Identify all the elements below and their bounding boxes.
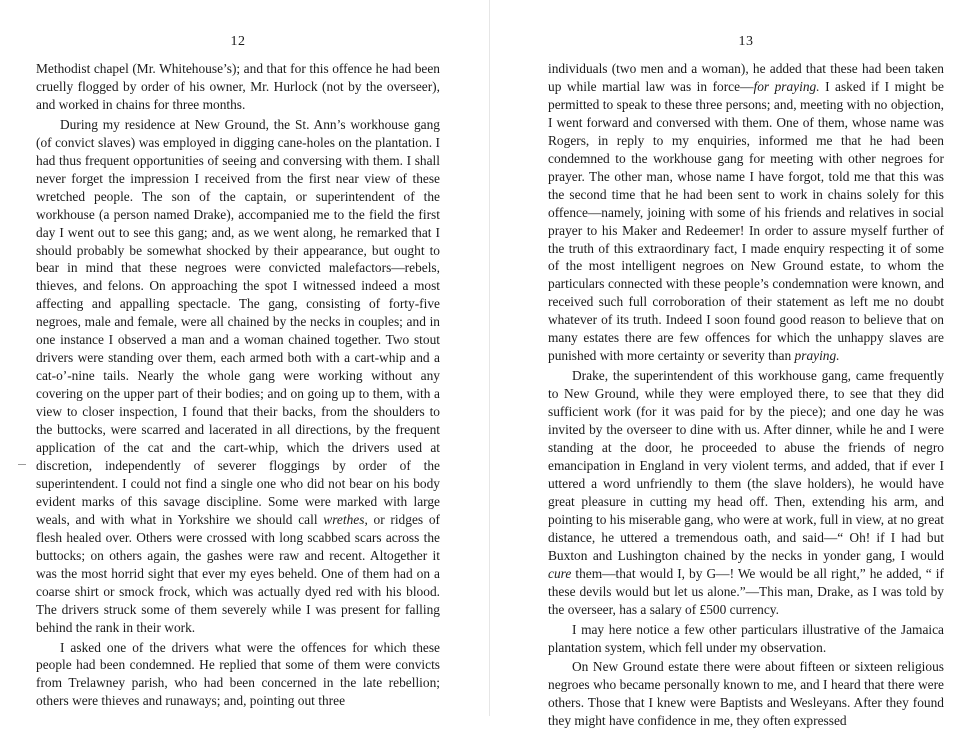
page-number-left: 12	[230, 34, 246, 49]
right-page	[490, 0, 980, 729]
right-page-text	[548, 60, 944, 730]
paragraph: I may here notice a few other particulars illustrative of the Jamaica plantation system, which fell under my observation.	[548, 621, 944, 655]
paragraph: individuals (two men and a woman), he added that these had been taken up while martial law was in force—for praying. I asked if I might be permitted to speak to these three persons; and, meeting with no objection, I went forward and conversed with them. One of them, whose name was Rogers, in reply to my enquiries, informed me that he had been condemned to the workhouse gang for meeting with other negroes for prayer. The other man, whose name I have forgot, told me that this was the second time that he had been sent to work in chains solely for this offence—namely, joining with some of his friends and relatives in social prayer to his Maker and Redeemer! In order to assure myself further of the truth of this extraordinary fact, I made enquiry respecting it of some of the most intelligent negroes on New Ground estate, to whom the particulars connected with these people’s condemnation were known, and received such full corroboration of their statement as left me no doubt whatever of its truth. Indeed I soon found good reason to believe that on many estates there are few offences for which the unhappy slaves are punished with more certainty or severity than praying.	[548, 61, 944, 364]
paragraph: Drake, the superintendent of this workhouse gang, came frequently to New Ground, while they were employed there, to see that they did sufficient work (for it was paid for by the piece); and one day he was invited by the overseer to dine with us. After dinner, while he and I were standing at the door, he proceeded to abuse the friends of negro emancipation in England in very violent terms, and added, that if ever I uttered a word unfriendly to them (the slave holders), he would have great pleasure in cutting my head off. Then, extending his arm, and pointing to his miserable gang, who were at work, full in view, at no great distance, he uttered a tremendous oath, and said—“ Oh! if I had but Buxton and Lushington chained by the necks in yonder gang, I would cure them—that would I, by G—! We would be all right,” he added, “ if these devils would but let us alone.”—This man, Drake, as I was told by the overseer, has a salary of £500 currency.	[548, 368, 944, 617]
left-page	[0, 0, 490, 716]
left-page-text	[36, 60, 440, 710]
paragraph: I asked one of the drivers what were the offences for which these people had been condemned. He replied that some of them were convicts from Trelawney parish, who had been concerned in the late rebellion; others were thieves and runaways; and, pointing out three	[36, 639, 440, 709]
page-number-right: 13	[738, 34, 754, 49]
margin-mark	[18, 464, 26, 465]
paragraph: During my residence at New Ground, the St. Ann’s workhouse gang (of convict slaves) was employed in digging cane-holes on the plantation. I had thus frequent opportunities of seeing and conversing with them. I shall never forget the impression I received from the first near view of these wretched people. The son of the captain, or superintendent of the workhouse (a person named Drake), accompanied me to the field the first day I went out to see this gang; and, as we went along, he remarked that I should probably be somewhat shocked by their appearance, but ought to bear in mind that these negroes were convicted malefactors—rebels, thieves, and felons. On approaching the spot I witnessed indeed a most affecting and appalling spectacle. The gang, consisting of forty-five negroes, male and female, were all chained by the necks in couples; and in one instance I observed a man and a woman chained together. Two stout drivers were standing over them, each armed both with a cart-whip and a cat-o’-nine tails. Nearly the whole gang were working without any covering on the upper part of their bodies; and on going up to them, with a view to closer inspection, I found that their backs, from the shoulders to the buttocks, were scarred and lacerated in all directions, by the frequent application of the cat and the cart-whip, which the drivers used at discretion, independently of severer floggings by order of the superintendent. I could not find a single one who did not bear on his body evident marks of this savage discipline. Some were marked with large weals, and with what in Yorkshire we should call wrethes, or ridges of flesh healed over. Others were crossed with long scabbed scars across the buttocks; on others again, the gashes were raw and recent. Altogether it was the most horrid sight that ever my eyes beheld. One of them had on a coarse shirt or smock frock, which was actually dyed red with his blood. The drivers struck some of them severely while I was present for falling behind the rank in their work.	[36, 116, 440, 635]
paragraph: On New Ground estate there were about fifteen or sixteen religious negroes who became personally known to me, and I heard that there were others. Those that I knew were Baptists and Wesleyans. After they found they might have confidence in me, they often expressed	[548, 659, 944, 729]
paragraph: Methodist chapel (Mr. Whitehouse’s); and that for this offence he had been cruelly flogged by order of his owner, Mr. Hurlock (not by the overseer), and worked in chains for three months.	[36, 61, 440, 112]
